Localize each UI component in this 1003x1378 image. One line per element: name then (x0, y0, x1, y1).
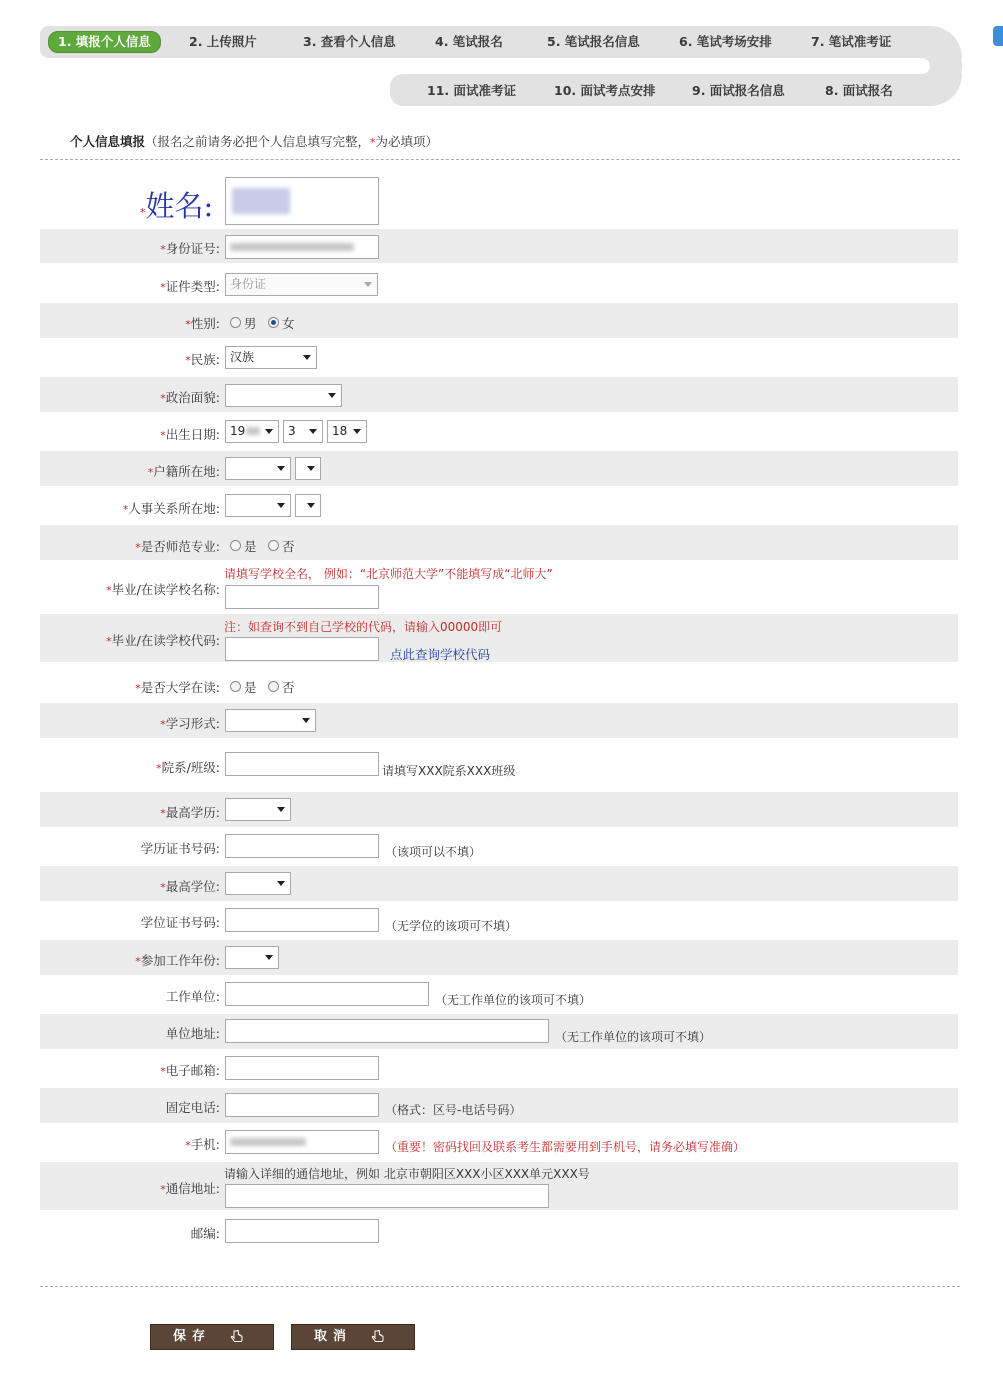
id-type-label (160, 277, 220, 295)
email-label (160, 1061, 220, 1079)
row-work-year (40, 940, 958, 975)
political-label (160, 388, 220, 406)
employer-input[interactable] (225, 982, 429, 1006)
household-city-select[interactable] (295, 457, 321, 480)
id-type-value: 身份证 (230, 277, 267, 291)
phone-label-text: 固定电话: (165, 1100, 220, 1115)
pointer-hand-icon (229, 1329, 245, 1345)
degree-cert-input[interactable] (225, 908, 379, 932)
row-at-university (40, 666, 958, 701)
row-study-form (40, 703, 958, 738)
gender-male-radio[interactable] (230, 317, 241, 328)
employer-address-input[interactable] (225, 1019, 549, 1043)
school-code-hint: 注：如查询不到自己学校的代码，请输入00000即可 (224, 620, 503, 634)
highest-degree-label (160, 877, 220, 895)
at-university-yes-label: 是 (244, 680, 257, 695)
work-year-label (135, 951, 220, 969)
required-mark: * (147, 466, 154, 479)
chevron-down-icon (265, 429, 273, 434)
employer-label (166, 987, 220, 1005)
address-label-text: 通信地址: (165, 1181, 220, 1196)
highest-education-label-text: 最高学历: (165, 805, 220, 820)
step-2-upload-photo[interactable]: 2. 上传照片 (189, 34, 257, 49)
row-ethnicity (40, 340, 958, 375)
bottom-divider (40, 1286, 960, 1287)
name-label-text: 姓名: (145, 189, 214, 223)
education-cert-input[interactable] (225, 834, 379, 858)
steps-track-gap (880, 58, 930, 74)
employer-address-label (166, 1024, 220, 1042)
required-mark: * (160, 392, 166, 405)
required-mark: * (185, 354, 191, 367)
chevron-down-icon (307, 503, 315, 508)
ethnicity-label-text: 民族: (190, 352, 220, 367)
address-hint: 请输入详细的通信地址，例如 北京市朝阳区XXX小区XXX单元XXX号 (224, 1167, 590, 1181)
work-year-select[interactable] (225, 946, 279, 969)
chevron-down-icon (353, 429, 361, 434)
required-mark: * (135, 682, 141, 695)
school-code-input[interactable] (225, 637, 379, 661)
personnel-city-select[interactable] (295, 494, 321, 517)
birth-date-label (160, 425, 220, 443)
birth-date-label-text: 出生日期: (165, 427, 220, 442)
step-6-written-venue[interactable]: 6. 笔试考场安排 (679, 34, 772, 49)
step-7-written-ticket[interactable]: 7. 笔试准考证 (811, 34, 892, 49)
study-form-label-text: 学习形式: (165, 716, 220, 731)
school-name-label-text: 毕业/在读学校名称: (111, 582, 220, 597)
birth-day-select[interactable] (327, 420, 367, 443)
id-type-select[interactable] (225, 273, 378, 296)
school-code-lookup-link[interactable]: 点此查询学校代码 (390, 647, 491, 662)
required-mark: * (135, 541, 141, 554)
required-mark: * (160, 429, 166, 442)
birth-month-value: 3 (288, 424, 296, 438)
required-mark: * (185, 318, 191, 331)
dept-class-label-text: 院系/班级: (161, 760, 220, 775)
school-code-label (106, 631, 220, 649)
dept-class-input[interactable] (225, 752, 379, 776)
step-8-interview-register[interactable]: 8. 面试报名 (825, 83, 893, 98)
step-5-written-info[interactable]: 5. 笔试报名信息 (547, 34, 640, 49)
political-label-text: 政治面貌: (165, 390, 220, 405)
row-postcode (40, 1213, 958, 1251)
name-value-blurred (232, 188, 290, 214)
degree-cert-label-text: 学位证书号码: (140, 915, 220, 930)
step-10-interview-venue[interactable]: 10. 面试考点安排 (554, 83, 656, 98)
required-mark: * (156, 762, 162, 775)
household-province-select[interactable] (225, 457, 291, 480)
section-title-text: 个人信息填报 (70, 134, 146, 149)
required-mark: * (160, 881, 166, 894)
employer-label-text: 工作单位: (165, 989, 220, 1004)
ethnicity-value: 汉族 (230, 350, 255, 364)
chevron-down-icon (309, 429, 317, 434)
birth-month-select[interactable] (283, 420, 323, 443)
row-school-name (40, 562, 958, 612)
email-label-text: 电子邮箱: (165, 1063, 220, 1078)
id-type-label-text: 证件类型: (165, 279, 220, 294)
highest-education-label (160, 803, 220, 821)
pointer-hand-icon (370, 1329, 386, 1345)
dept-class-label (156, 758, 220, 776)
save-button-label: 保存 (173, 1329, 212, 1344)
highest-degree-label-text: 最高学位: (165, 879, 220, 894)
dept-class-hint: 请填写XXX院系XXX班级 (382, 764, 516, 778)
required-mark: * (160, 1183, 166, 1196)
gender-female-label: 女 (282, 316, 295, 331)
id-number-value-blurred (230, 243, 354, 251)
normal-major-no-radio[interactable] (268, 540, 279, 551)
id-number-label-text: 身份证号: (165, 241, 220, 256)
birth-year-select[interactable] (225, 420, 279, 443)
at-university-no-label: 否 (282, 680, 295, 695)
employer-address-hint: （无工作单位的该项可不填） (555, 1030, 712, 1044)
email-input[interactable] (225, 1056, 379, 1080)
address-input[interactable] (225, 1184, 549, 1208)
cancel-button-label: 取消 (314, 1329, 353, 1344)
row-normal-major (40, 525, 958, 560)
step-9-interview-info[interactable]: 9. 面试报名信息 (692, 83, 785, 98)
mobile-hint: （重要！密码找回及联系考生都需要用到手机号，请务必填写准确） (385, 1140, 746, 1154)
row-name (40, 170, 958, 228)
section-note-pre: （报名之前请务必把个人信息填写完整， (145, 134, 371, 149)
gender-female-radio[interactable] (268, 317, 279, 328)
id-number-input[interactable] (225, 235, 379, 259)
row-mobile (40, 1125, 958, 1160)
mobile-value-blurred (230, 1138, 306, 1146)
mobile-label (185, 1135, 220, 1153)
section-title (70, 132, 438, 150)
household-label-text: 户籍所在地: (153, 464, 220, 479)
row-highest-education (40, 792, 958, 827)
required-mark: * (106, 635, 112, 648)
work-year-label-text: 参加工作年份: (140, 953, 220, 968)
education-cert-label (141, 839, 220, 857)
at-university-label-text: 是否大学在读: (140, 680, 220, 695)
row-household (40, 451, 958, 486)
phone-hint: （格式：区号-电话号码） (385, 1103, 522, 1117)
political-select[interactable] (225, 384, 342, 407)
chevron-down-icon (277, 881, 285, 886)
row-address (40, 1162, 958, 1210)
required-mark: * (160, 718, 166, 731)
top-divider (40, 159, 960, 160)
school-name-hint: 请填写学校全名， 例如：“北京师范大学”不能填写成“北师大” (224, 567, 553, 581)
mobile-label-text: 手机: (190, 1137, 220, 1152)
phone-input[interactable] (225, 1093, 379, 1117)
chevron-down-icon (364, 282, 372, 287)
row-political (40, 377, 958, 412)
personnel-label (123, 499, 220, 517)
row-email (40, 1051, 958, 1086)
study-form-label (160, 714, 220, 732)
normal-major-yes-radio[interactable] (230, 540, 241, 551)
row-degree-cert (40, 903, 958, 938)
save-button[interactable] (150, 1324, 274, 1350)
postcode-input[interactable] (225, 1219, 379, 1243)
study-form-select[interactable] (225, 709, 316, 732)
cancel-button[interactable] (291, 1324, 415, 1350)
degree-cert-label (141, 913, 220, 931)
row-phone (40, 1088, 958, 1123)
birth-day-value: 18 (332, 424, 348, 438)
section-note-star: * (370, 136, 376, 149)
row-highest-degree (40, 866, 958, 901)
id-number-label (160, 239, 220, 257)
required-mark: * (160, 1065, 166, 1078)
gender-label-text: 性别: (190, 316, 220, 331)
required-mark: * (185, 1139, 191, 1152)
required-mark: * (140, 206, 146, 219)
postcode-label (191, 1224, 220, 1242)
address-label (160, 1179, 220, 1197)
row-personnel (40, 488, 958, 523)
at-university-label (135, 678, 220, 696)
chevron-down-icon (307, 466, 315, 471)
row-education-cert (40, 829, 958, 864)
row-id-number (40, 229, 958, 263)
household-label (148, 462, 220, 480)
required-mark: * (160, 281, 166, 294)
row-id-type (40, 266, 958, 300)
chevron-down-icon (277, 503, 285, 508)
gender-male-label: 男 (244, 316, 257, 331)
section-note-post: 为必填项） (375, 134, 439, 149)
ethnicity-label (185, 350, 220, 368)
name-input[interactable] (225, 177, 379, 225)
school-code-label-text: 毕业/在读学校代码: (111, 633, 220, 648)
step-1-personal-info[interactable]: 1. 填报个人信息 (48, 31, 161, 53)
ethnicity-select[interactable] (225, 346, 317, 369)
row-school-code (40, 614, 958, 662)
chevron-down-icon (265, 955, 273, 960)
row-birth-date (40, 414, 958, 449)
mobile-input[interactable] (225, 1130, 379, 1154)
row-gender (40, 303, 958, 338)
chevron-down-icon (277, 466, 285, 471)
employer-address-label-text: 单位地址: (165, 1026, 220, 1041)
school-name-label (106, 580, 220, 598)
personnel-province-select[interactable] (225, 494, 291, 517)
required-mark: * (106, 584, 112, 597)
gender-label (185, 314, 220, 332)
normal-major-yes-label: 是 (244, 539, 257, 554)
at-university-yes-radio[interactable] (230, 681, 241, 692)
required-mark: * (160, 243, 166, 256)
employer-hint: （无工作单位的该项可不填） (435, 993, 592, 1007)
required-mark: * (122, 503, 129, 516)
chevron-down-icon (302, 718, 310, 723)
education-cert-hint: （该项可以不填） (385, 845, 482, 859)
birth-year-blurred (246, 427, 260, 435)
at-university-no-radio[interactable] (268, 681, 279, 692)
required-mark: * (135, 955, 141, 968)
highest-degree-select[interactable] (225, 872, 291, 895)
normal-major-no-label: 否 (282, 539, 295, 554)
phone-label (166, 1098, 220, 1116)
education-cert-label-text: 学历证书号码: (140, 841, 220, 856)
chevron-down-icon (277, 807, 285, 812)
row-dept-class (40, 740, 958, 790)
birth-year-value: 19 (230, 424, 246, 438)
row-employer (40, 977, 958, 1012)
normal-major-label (135, 537, 220, 555)
browser-edge-icon[interactable] (993, 26, 1003, 46)
highest-education-select[interactable] (225, 798, 291, 821)
step-3-view-info[interactable]: 3. 查看个人信息 (303, 34, 396, 49)
row-employer-address (40, 1014, 958, 1049)
normal-major-label-text: 是否师范专业: (140, 539, 220, 554)
postcode-label-text: 邮编: (190, 1226, 220, 1241)
required-mark: * (160, 807, 166, 820)
degree-cert-hint: （无学位的该项可不填） (385, 919, 518, 933)
name-label (140, 184, 213, 225)
school-name-input[interactable] (225, 585, 379, 609)
chevron-down-icon (328, 393, 336, 398)
chevron-down-icon (303, 355, 311, 360)
step-4-written-register[interactable]: 4. 笔试报名 (435, 34, 503, 49)
step-11-interview-ticket[interactable]: 11. 面试准考证 (427, 83, 516, 98)
personnel-label-text: 人事关系所在地: (128, 501, 220, 516)
